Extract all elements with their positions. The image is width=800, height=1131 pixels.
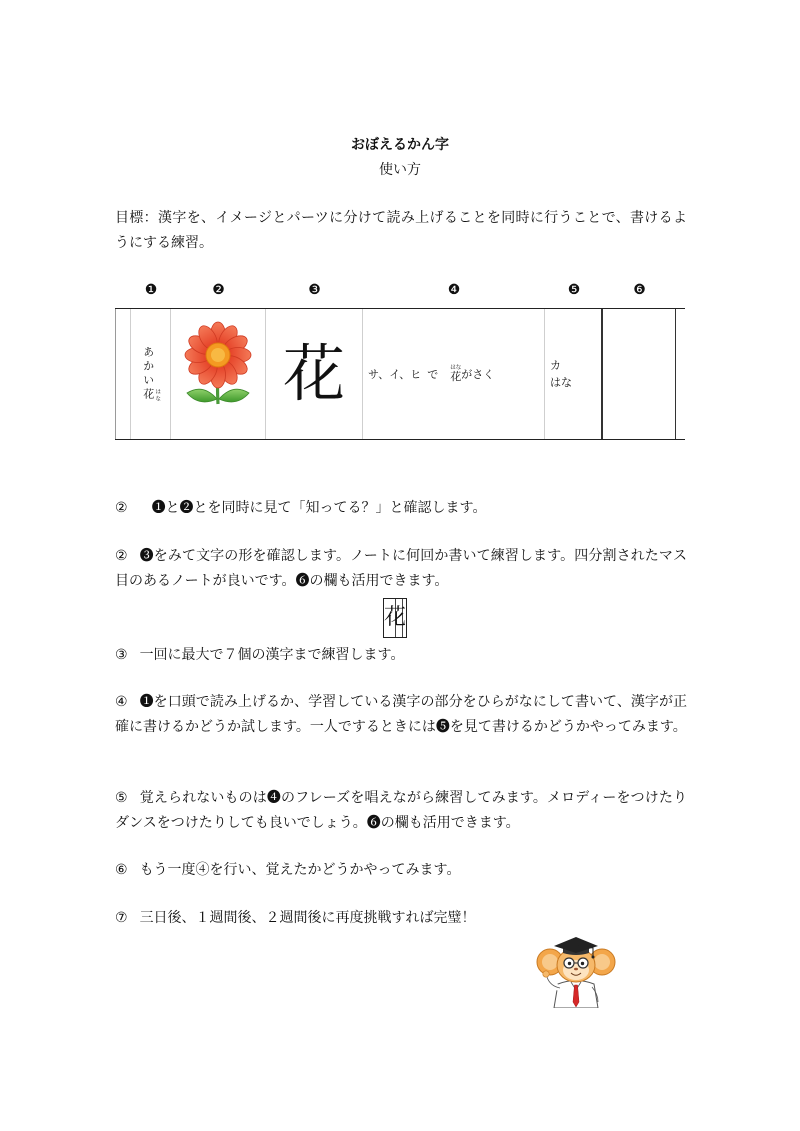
- phrase-rest: がさく: [461, 368, 495, 381]
- step-item: [115, 496, 687, 521]
- step-number: ⑥: [115, 862, 128, 878]
- marker-4: ❹: [447, 282, 461, 298]
- page-title: おぼえるかん字: [351, 137, 449, 153]
- kanji-cell: [266, 309, 363, 439]
- step-item: [115, 544, 687, 593]
- marker-6: ❻: [633, 282, 646, 298]
- page-subtitle: 使い方: [379, 162, 421, 178]
- flower-illustration-icon: [171, 309, 266, 438]
- step-item: [115, 906, 687, 931]
- step-item: [115, 690, 687, 739]
- step-text: 覚えられないものは❹のフレーズを唱えながら練習してみます。メロディーをつけたりダンスをつけたりしても良いでしょう。❻の欄も活用できます。: [115, 790, 687, 831]
- flower-center: [206, 343, 230, 367]
- step-text: ❸をみて文字の形を確認します。ノートに何回か書いて練習します。四分割されたマス目のあるノートが良いです。❻の欄も活用できます。: [115, 548, 687, 589]
- step-text: 一回に最大で７個の漢字まで練習します。: [139, 647, 405, 663]
- step-text: ❶と❷とを同時に見て「知ってる？」と確認します。: [151, 500, 487, 516]
- phrase-particle: で: [427, 368, 439, 381]
- reading-vertical-text: [141, 346, 161, 402]
- reading-kun: はな: [550, 376, 572, 389]
- example-table: [115, 308, 685, 440]
- step-number: ②: [115, 500, 128, 516]
- reading-furigana: はな: [154, 388, 161, 402]
- image-cell: [171, 309, 266, 439]
- column-markers: [115, 280, 685, 300]
- step-item: [115, 858, 687, 883]
- table-spacer-cell: [676, 309, 685, 439]
- step-text: ❶を口頭で読み上げるか、学習している漢字の部分をひらがなにして書いて、漢字が正確に書けるかどうか試します。一人でするときには❺を見て書けるかどうかやってみます。: [115, 694, 688, 735]
- step-number: ⑦: [115, 910, 128, 926]
- practice-cell: [603, 309, 676, 439]
- step-number: ⑤: [115, 790, 128, 806]
- grid-kanji: 花: [384, 605, 407, 630]
- marker-1: ❶: [144, 282, 158, 298]
- phrase-kanji: 花: [450, 369, 462, 383]
- marker-2: ❷: [212, 282, 225, 298]
- phrase-kanji-ruby: [450, 365, 461, 384]
- step-item: [115, 786, 687, 835]
- reading-kanji-ruby: [141, 388, 161, 402]
- goal-text: 目標：漢字を、イメージとパーツに分けて読み上げることを同時に行うことで、書けるようにする練習。: [115, 210, 687, 251]
- table-spacer-cell: [115, 309, 131, 439]
- readings-list: [550, 357, 572, 391]
- step-text: もう一度④を行い、覚えたかどうかやってみます。: [139, 862, 461, 878]
- reading-cell: [131, 309, 171, 439]
- practice-grid-sample: [383, 598, 407, 638]
- big-kanji: 花: [282, 337, 345, 410]
- step-item: [115, 643, 687, 668]
- readings-cell: [545, 309, 603, 439]
- mascot-illustration-icon: [536, 932, 616, 1008]
- phrase-furigana: はな: [450, 364, 462, 371]
- marker-spacer: [676, 280, 685, 300]
- reading-on: カ: [550, 359, 561, 372]
- step-text: 三日後、１週間後、２週間後に再度挑戦すれば完璧！: [139, 910, 476, 926]
- step-number: ②: [115, 548, 128, 564]
- reading-kana: あかい: [141, 346, 155, 388]
- phrase-parts: サ、イ、ヒ: [368, 368, 422, 381]
- marker-3: ❸: [308, 282, 321, 298]
- phrase-cell: [363, 309, 545, 439]
- step-number: ③: [115, 647, 128, 663]
- step-number: ④: [115, 694, 128, 710]
- marker-spacer: [115, 280, 131, 300]
- marker-5: ❺: [567, 282, 581, 298]
- reading-kanji: 花: [141, 388, 155, 402]
